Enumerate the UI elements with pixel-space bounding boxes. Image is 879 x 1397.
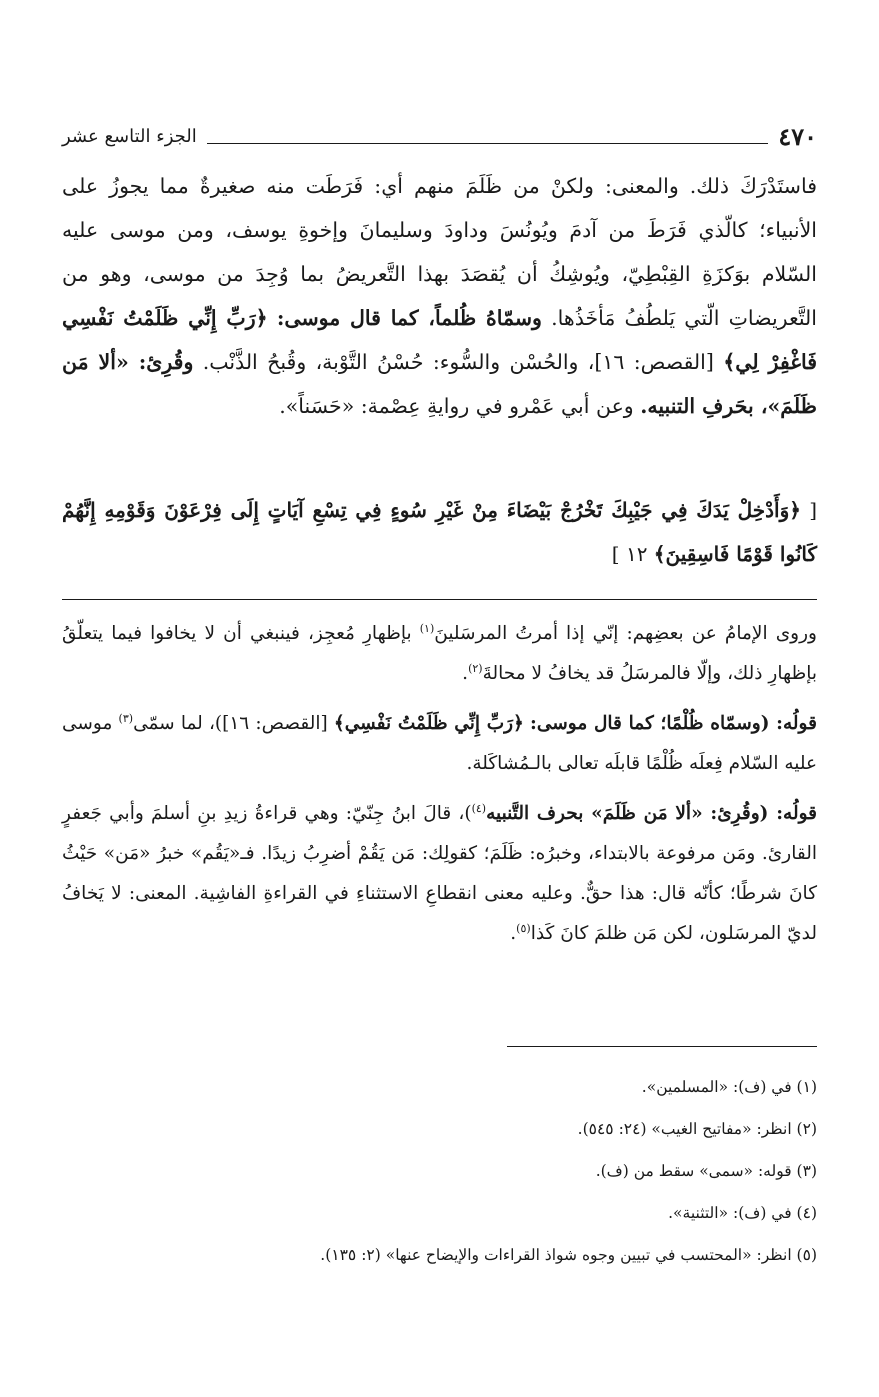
footnote-item: (٢) انظر: «مفاتيح الغيب» (٢٤: ٥٤٥). <box>577 1120 817 1138</box>
commentary <box>62 614 817 964</box>
main-text-bold: وقُرِئ: «ألا مَن ظَلَمَ»، بحَرفِ التنبيه. <box>62 350 817 418</box>
verse-line <box>62 488 817 576</box>
quran-verse <box>62 488 817 576</box>
footnote-item: (٣) قوله: «سمى» سقط من (ف). <box>595 1162 817 1180</box>
commentary-lemma: قولُه: (وقُرِئ: «ألا مَن ظَلَمَ» بحرف التَّنبيه <box>486 803 817 824</box>
commentary-text: وروى الإمامُ عن بعضِهم: إنّي إذا أمرتُ المرسَلينَ <box>434 623 817 644</box>
footnote-item: (٤) في (ف): «التثنية». <box>668 1204 817 1222</box>
quran-quote: ﴿رَبِّ إِنِّي ظَلَمْتُ نَفْسِي﴾ <box>333 713 524 734</box>
page-number: ٤٧٠ <box>778 122 817 151</box>
commentary-text: )، قالَ ابنُ جِنّيّ: وهي قراءةُ زيدِ بنِ أسلمَ وأبي جَعفرٍ القارئ. ومَن مرفوعة بالابتداء، وخبرُه: ظَلَمَ؛ كقولِك: مَن يَقُمْ أضرِبُ زيدًا. فـ«يَقُم» خبرُ «مَن» حَيْثُ كانَ شرطًا؛ كأنّه قال: هذا حقٌّ. وعليه معنى انقطاعِ الاستثناءِ في القراءةِ الفاشِية. المعنى: لا يَخافُ لديّ المرسَلون، لكن مَن ظلمَ كانَ كَذا <box>62 803 817 944</box>
book-page <box>62 0 817 1397</box>
footnote-divider <box>507 1046 817 1047</box>
commentary-paragraph <box>62 614 817 694</box>
footnote-item: (٥) انظر: «المحتسب في تبيين وجوه شواذ القراءات والإيضاح عنها» (٢: ١٣٥). <box>320 1246 817 1264</box>
section-divider <box>62 599 817 600</box>
commentary-paragraph <box>62 794 817 954</box>
main-text <box>62 164 817 428</box>
commentary-paragraph <box>62 704 817 784</box>
main-paragraph <box>62 164 817 428</box>
footnote-ref[interactable]: (٣) <box>118 711 134 725</box>
running-title: الجزء التاسع عشر <box>62 126 197 147</box>
footnote-ref[interactable]: (٤) <box>471 801 487 815</box>
footnote-ref[interactable]: (٢) <box>468 661 483 675</box>
header-rule <box>207 143 769 144</box>
verse-bracket-close: ] <box>611 542 620 566</box>
commentary-text: موسى عليه السّلام فِعلَه ظُلْمًا قابلَه تعالى بالـمُشاكَلة. <box>62 713 817 774</box>
footnote-ref[interactable]: (١) <box>419 621 435 635</box>
page-header <box>62 116 817 152</box>
verse-text: ﴿وَأَدْخِلْ يَدَكَ فِي جَيْبِكَ تَخْرُجْ بَيْضَاءَ مِنْ غَيْرِ سُوءٍ فِي تِسْعِ آيَاتٍ إِلَى فِرْعَوْنَ وَقَوْمِهِ إِنَّهُمْ كَانُوا قَوْمًا فَاسِقِينَ﴾ <box>62 498 817 566</box>
main-text-bold: وسمّاهُ ظُلماً، كما قال موسى: <box>276 306 542 330</box>
commentary-lemma: قولُه: (وسمّاه ظُلْمًا؛ كما قال موسى: <box>530 713 817 734</box>
footnote-item: (١) في (ف): «المسلمين». <box>641 1078 817 1096</box>
commentary-text: بإظهارِ مُعجِز، فينبغي أن لا يخافوا فيما يتعلّقُ بإظهارِ ذلك، وإلّا فالمرسَلُ قد يخافُ لا محالةَ <box>62 623 817 684</box>
quran-quote: ﴿رَبِّ إِنِّي ظَلَمْتُ نَفْسِي فَاغْفِرْ لِي﴾ <box>62 306 817 374</box>
verse-bracket-open: [ <box>809 498 818 522</box>
commentary-text: . <box>510 923 517 944</box>
commentary-text: . <box>462 663 469 684</box>
main-text-segment: فاستَدْرَكَ ذلك. والمعنى: ولكنْ من ظَلَمَ منهم أي: فَرَطَت منه صغيرةٌ مما يجوزُ على الأنبياء؛ كالّذي فَرَطَ من آدمَ ويُونُسَ وداودَ وسليمانَ وإخوةِ يوسف، ومن موسى عليه السّلام بوَكزَةِ القِبْطِيّ، ويُوشِكُ أن يُقصَدَ بهذا التَّعريضُ بما وُجِدَ من موسى، وهو من التَّعريضاتِ الّتي يَلطُفُ مَأخَذُها. <box>62 174 817 330</box>
footnote-ref[interactable]: (٥) <box>516 921 531 935</box>
verse-number: ١٢ <box>625 542 648 566</box>
commentary-text: [القصص: ١٦])، لما سمّى <box>133 713 328 734</box>
main-text-segment: [القصص: ١٦]، والحُسْن والسُّوء: حُسْنُ التَّوْبة، وقُبحُ الذَّنْب. <box>202 350 714 374</box>
footnotes <box>62 1066 817 1276</box>
main-text-segment: وعن أبي عَمْرو في روايةِ عِصْمة: «حَسَناً». <box>279 394 634 418</box>
